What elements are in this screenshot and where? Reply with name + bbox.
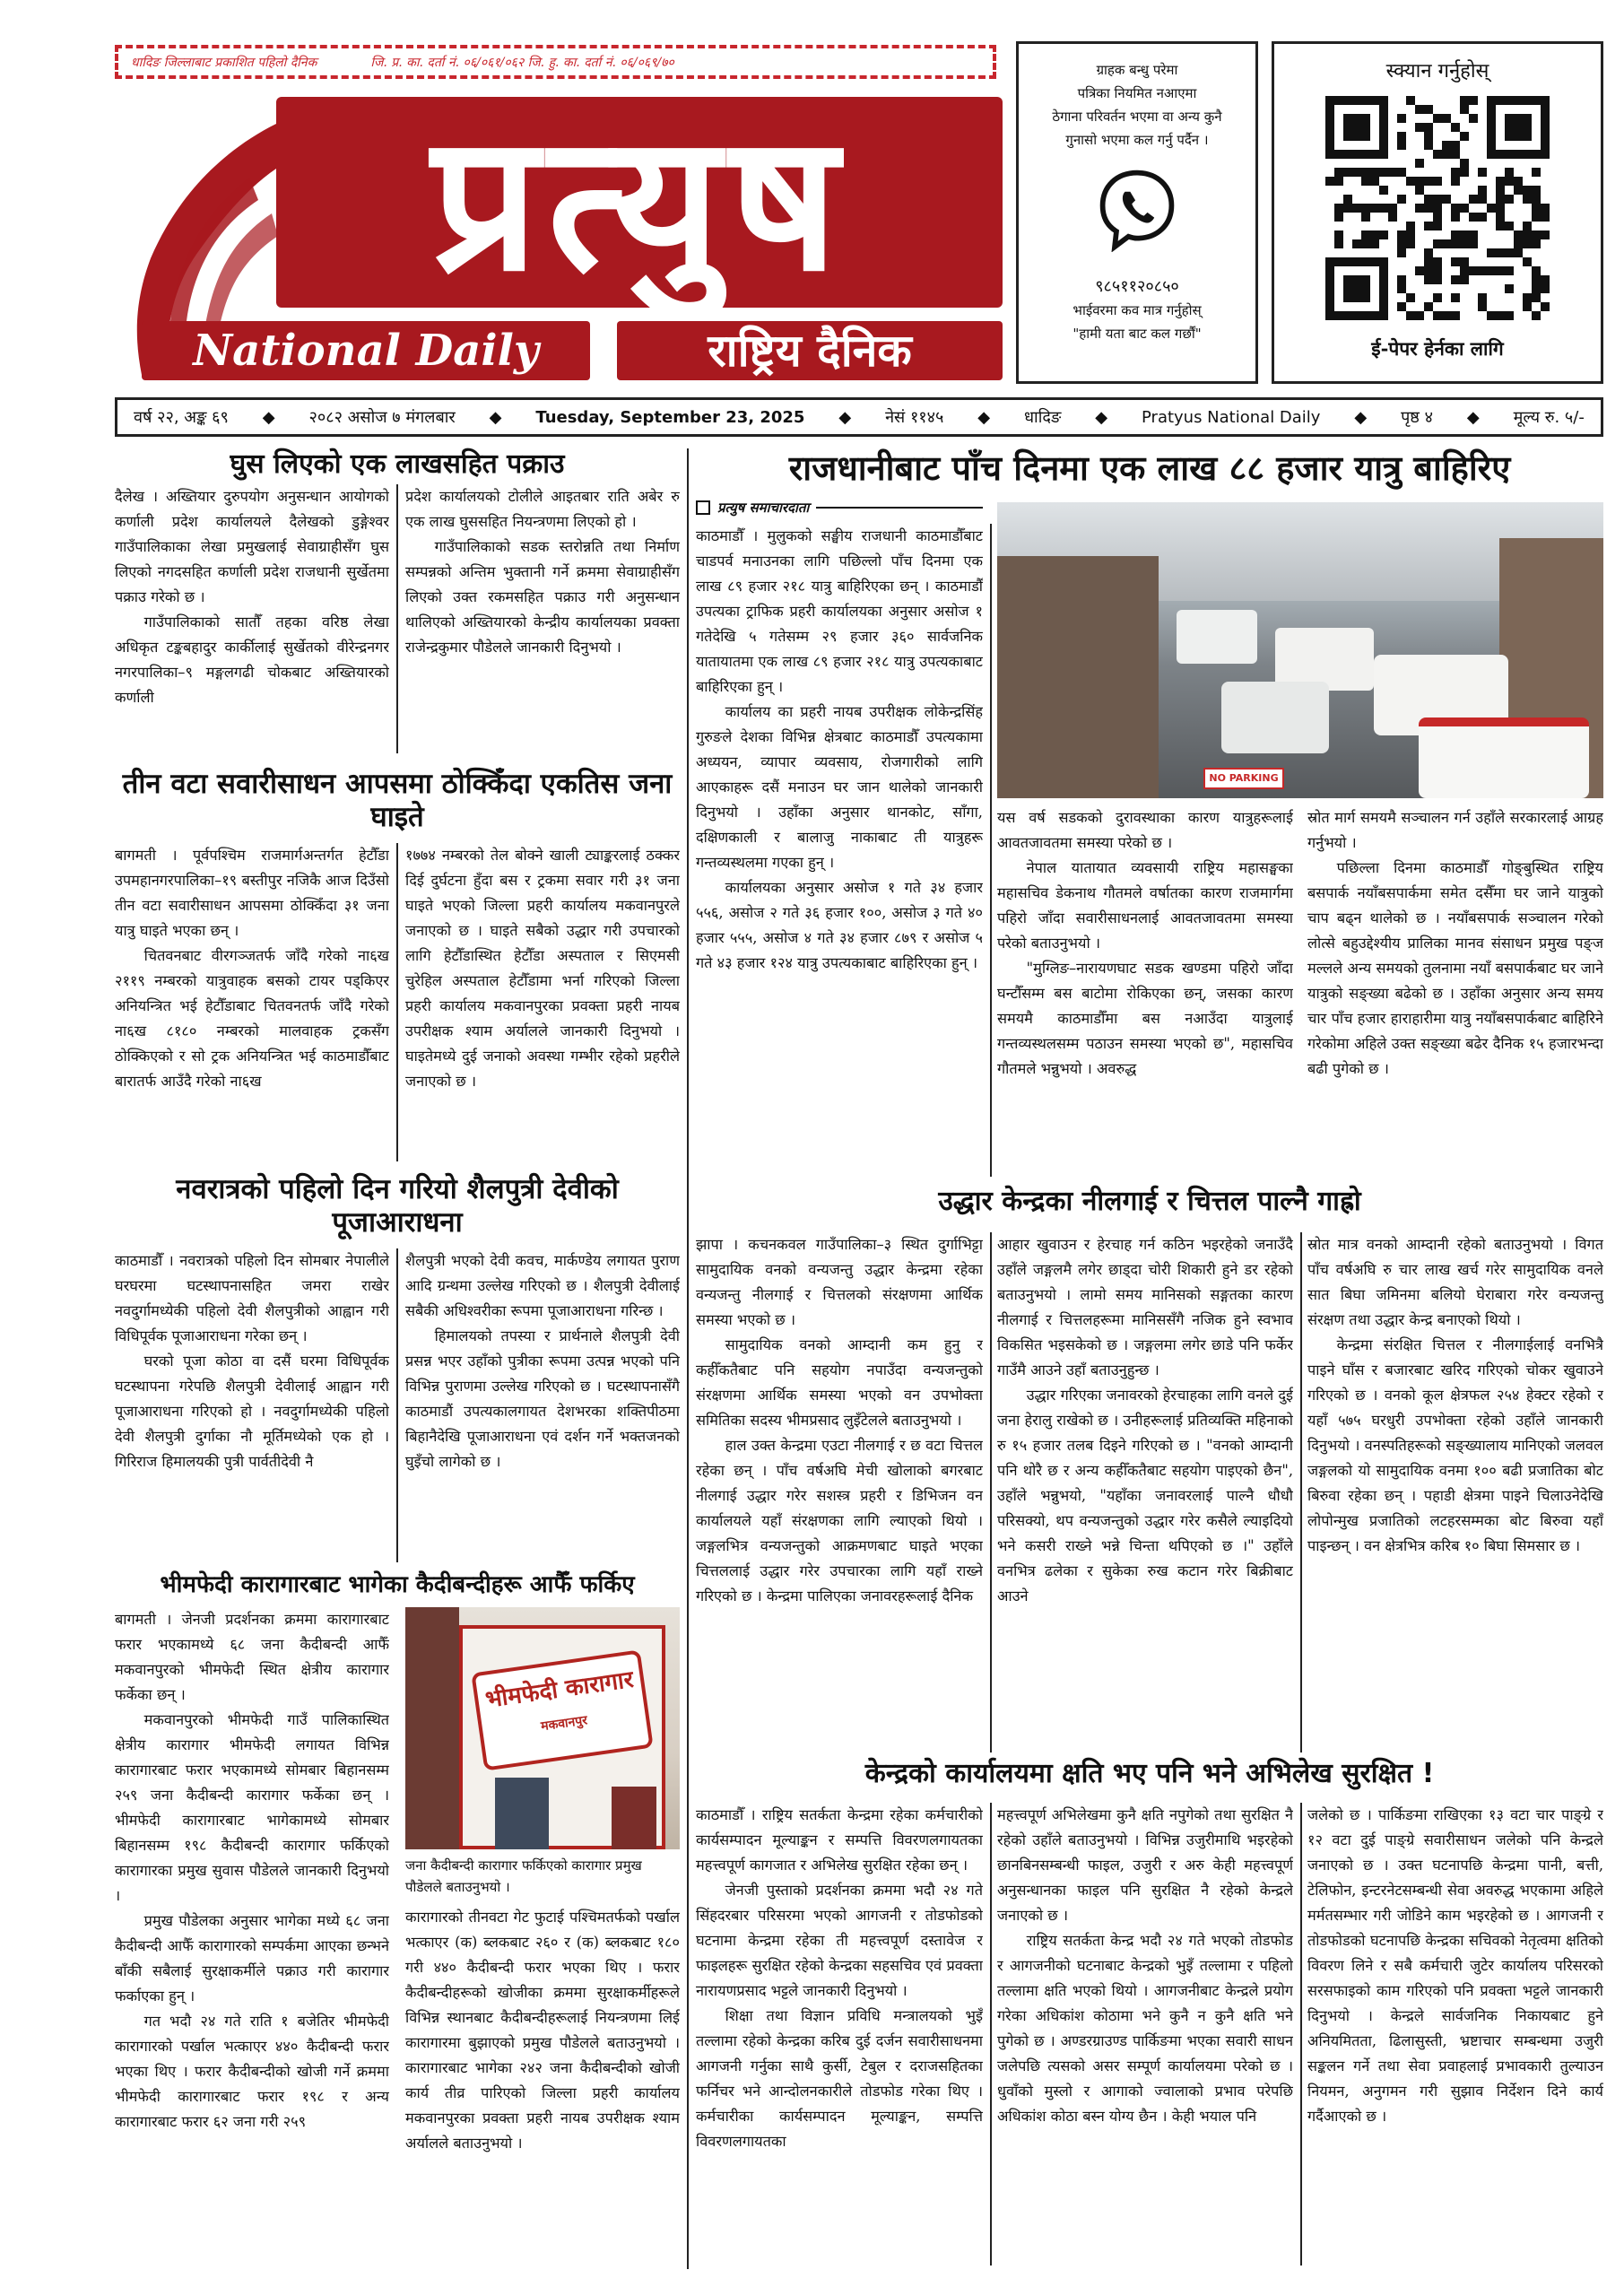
article-paragraph: केन्द्रमा संरक्षित चित्तल र नीलगाईलाई वनभित्रै पाइने घाँस र बजारबाट खरिद गरिएको चोकर खुवाउने गरिएको छ । वनको कूल क्षेत्रफल २५४ हेक्टर रहेको र यहाँ ५७५ घरधुरी उपभोक्ता रहेको उहाँले जानकारी दिनुभयो । वनस्पतिहरूको सङ्ख्यालाय मानिएको जलवल जङ्गलको यो सामुदायिक वनमा १०० बढी प्रजातिका बोट बिरुवा रहेका छन् । पहाडी क्षेत्रमा पाइने चिलाउनेदेखि लोपोन्मुख प्रजातिको लटहरसम्मका बोट बिरुवा यहाँ पाइन्छन् । वन क्षेत्रभित्र करिब १० बिघा सिमसार छ ।: [1307, 1336, 1603, 1555]
article-body: [115, 1607, 389, 2262]
dateline-bar: [115, 397, 1603, 437]
qr-scan-label: स्क्यान गर्नुहोस्: [1385, 60, 1489, 83]
article-headline: तीन वटा सवारीसाधन आपसमा ठोक्किँदा एकतिस जना घाइते: [122, 768, 673, 833]
article-paragraph: कारागारको तीनवटा गेट फुटाई पश्चिमतर्फको पर्खाल भत्काएर (क) ब्लकबाट २६० र (क) ब्लकबाट १८० गरी ४४० कैदीबन्दी फरार भएका थिए । फरार कैदीबन्दीहरूको खोजीका क्रममा सुरक्षाकर्मीहरूले विभिन्न स्थानबाट कैदीबन्दीहरूलाई नियन्त्रणमा लिई कारागारमा बुझाएको प्रमुख पौडेलले बताउनुभयो । कारागारबाट भागेका २४२ जना कैदीबन्दीको खोजी कार्य तीव्र पारिएको जिल्ला प्रहरी कार्यालय मकवानपुरका प्रवक्ता प्रहरी नायब उपरीक्षक श्याम अर्यालले बताउनुभयो ।: [405, 1909, 680, 2152]
viber-phone-icon: [1094, 166, 1180, 252]
qr-epaper-label: ई-पेपर हेर्नका लागि: [1371, 337, 1504, 360]
article-paragraph: काठमाडौँ । मुलुकको सङ्घीय राजधानी काठमाडौँबाट चाडपर्व मनाउनका लागि पछिल्लो पाँच दिनमा एक लाख ८९ हजार २१८ यात्रु बाहिरिएका छन् । काठमाडौँ उपत्यका ट्राफिक प्रहरी कार्यालयका अनुसार असोज १ गतेदेखि ५ गतेसम्म २९ हजार ३६० सार्वजनिक यातायातमा एक लाख ८९ हजार २१८ यात्रु उपत्यकाबाट बाहिरिएका हुन् ।: [696, 527, 983, 696]
article-body: [115, 484, 389, 753]
article-body: [1307, 805, 1603, 1177]
contact-line: गुनासो भएमा कल गर्नु पर्दैन ।: [1065, 132, 1209, 148]
masthead-national-daily: National Daily: [142, 321, 590, 380]
diamond-icon: ◆: [262, 407, 275, 427]
column-rule: [990, 1803, 992, 2266]
article-paragraph: झापा । कचनकवल गाउँपालिका–३ स्थित दुर्गाभिट्टा सामुदायिक वनको वन्यजन्तु उद्धार केन्द्रमा रहेका वन्यजन्तु नीलगाई र चित्तलको संरक्षणमा आर्थिक समस्या भएको छ ।: [696, 1236, 983, 1329]
article-headline: भीमफेदी कारागारबाट भागेका कैदीबन्दीहरू आफैँ फर्किए: [160, 1571, 635, 1598]
dateline-place: धादिङ: [1023, 408, 1062, 427]
article-body: [696, 1803, 983, 2266]
article-body: [115, 1248, 389, 1562]
article-headline: राजधानीबाट पाँच दिनमा एक लाख ८८ हजार यात्रु बाहिरिए: [788, 448, 1511, 488]
article-paragraph: प्रमुख पौडेलका अनुसार भागेका मध्ये ६८ जना कैदीबन्दी आफैँ कारागारको सम्पर्कमा आएका छन्भने बाँकी सबैलाई सुरक्षाकर्मीले पक्राउ गरी कारागार फर्काएका हुन् ।: [115, 1912, 389, 2005]
article-paragraph: कार्यालयका अनुसार असोज १ गते ३४ हजार ५५६, असोज २ गते ३६ हजार १००, असोज ३ गते ४० हजार ५५५, असोज ४ गते ३४ हजार ८७९ र असोज ५ गते ४३ हजार १२४ यात्रु उपत्यकाबाट बाहिरिएका हुन् ।: [696, 879, 983, 972]
diamond-icon: ◆: [1466, 407, 1480, 427]
masthead-registration: जि. प्र. का. दर्ता नं. ०६/०६१/०६२ जि. हु. का. दर्ता नं. ०६/०६९/७०: [370, 55, 674, 70]
article-paragraph: बागमती । पूर्वपश्चिम राजमार्गअन्तर्गत हेटौँडा उपमहानगरपालिका–१९ बस्तीपुर नजिकै आज दिउँसो तीन वटा सवारीसाधन आपसमा ठोक्किँदा ३१ जना यात्रु घाइते भएका छन् ।: [115, 847, 389, 940]
diamond-icon: ◆: [1095, 407, 1108, 427]
article-paragraph: गत भदौ २४ गते राति १ बजेतिर भीमफेदी कारागारको पर्खाल भत्काएर ४४० कैदीबन्दी फरार भएका थिए । फरार कैदीबन्दीको खोजी गर्ने क्रममा भीमफेदी कारागारबाट फरार १९८ र अन्य कारागारबाट फरार ६२ जना गरी २५९: [115, 2013, 389, 2131]
prison-photo: [405, 1607, 680, 1849]
byline-text: प्रत्युष समाचारदाता: [717, 500, 810, 516]
article-paragraph: नेपाल यातायात व्यवसायी राष्ट्रिय महासङ्घका महासचिव डेकनाथ गौतमले वर्षातका कारण राजमार्गमा पहिरो जाँदा सवारीसाधनलाई आवतजावतमा समस्या परेको बताउनुभयो ।: [997, 859, 1293, 952]
masthead-topline: [115, 45, 996, 79]
article-body: [1307, 1232, 1603, 1752]
article-headline: केन्द्रको कार्यालयमा क्षति भए पनि भने अभिलेख सुरक्षित !: [864, 1758, 1435, 1789]
contact-line: पत्रिका नियमित नआएमा: [1077, 85, 1197, 101]
article-paragraph: दैलेख । अख्तियार दुरुपयोग अनुसन्धान आयोगको कर्णाली प्रदेश कार्यालयले दैलेखको डुङ्गेश्वर गाउँपालिकाका लेखा प्रमुखलाई सेवाग्राहीसँग घुस लिएको नगदसहित कर्णाली प्रदेश राजधानी सुर्खेतमा पक्राउ गरेको छ ।: [115, 488, 389, 606]
article-body: [1307, 1803, 1603, 2266]
dateline-volume: वर्ष २२, अङ्क ६९: [134, 408, 229, 427]
qr-code-icon[interactable]: [1325, 96, 1550, 320]
column-rule: [1300, 1803, 1302, 2266]
diamond-icon: ◆: [838, 407, 852, 427]
traffic-photo: [997, 502, 1603, 798]
article-paragraph: "मुग्लिङ–नारायणघाट सडक खण्डमा पहिरो जाँदा घन्टौँसम्म बस बाटोमा रोकिएका छन्, जसका कारण समयमै काठमाडौँमा बस नआउँदा यात्रुलाई गन्तव्यस्थलसम्म पठाउन समस्या भएको छ", महासचिव गौतमले भन्नुभयो । अवरुद्ध: [997, 960, 1293, 1078]
article-paragraph: बागमती । जेनजी प्रदर्शनका क्रममा कारागारबाट फरार भएकामध्ये ६८ जना कैदीबन्दी आफैँ मकवानपुरको भीमफेदी स्थित क्षेत्रीय कारागार फर्केका छन् ।: [115, 1611, 389, 1704]
dateline-nepali-date: २०८२ असोज ७ मंगलबार: [308, 408, 456, 427]
masthead-rastriya-dainik: राष्ट्रिय दैनिक: [617, 321, 1003, 380]
article-body: [405, 1905, 680, 2264]
article-paragraph: काठमाडौँ । नवरात्रको पहिलो दिन सोमबार नेपालीले घरघरमा घटस्थापनासहित जमरा राखेर नवदुर्गामध्येकी पहिलो देवी शैलपुत्रीको आह्वान गरी विधिपूर्वक पूजाआराधना गरेका छन् ।: [115, 1252, 389, 1345]
article-paragraph: गाउँपालिकाको सातौँ तहका वरिष्ठ लेखा अधिकृत टङ्कबहादुर कार्कीलाई सुर्खेतको वीरेन्द्रनगर नगरपालिका–९ मङ्गलगढी चोकबाट अख्तियारको कर्णाली: [115, 613, 389, 707]
article-paragraph: जेनजी पुस्ताको प्रदर्शनका क्रममा भदौ २४ गते सिंहदरबार परिसरमा भएको आगजनी र तोडफोडको घटनामा केन्द्रमा रहेका ती महत्त्वपूर्ण दस्तावेज र फाइलहरू सुरक्षित रहेको केन्द्रका सहसचिव एवं प्रवक्ता नारायणप्रसाद भट्टले जानकारी दिनुभयो ।: [696, 1882, 983, 2000]
article-paragraph: स्रोत मात्र वनको आम्दानी रहेको बताउनुभयो । विगत पाँच वर्षअघि रु चार लाख खर्च गरेर सामुदायिक वनले सात बिघा जमिनमा बलियो घेराबारा गरेर वन्यजन्तु संरक्षण तथा उद्धार केन्द्र बनाएको थियो ।: [1307, 1236, 1603, 1329]
article-paragraph: प्रदेश कार्यालयको टोलीले आइतबार राति अबेर रु एक लाख घुससहित नियन्त्रणमा लिएको हो ।: [405, 488, 680, 531]
contact-box: [1016, 41, 1258, 384]
diamond-icon: ◆: [1354, 407, 1368, 427]
dateline-issue: नेसं ११४५: [885, 408, 944, 427]
article-paragraph: शैलपुत्री भएको देवी कवच, मार्कण्डेय लगायत पुराण आदि ग्रन्थमा उल्लेख गरिएको छ । शैलपुत्री देवीलाई सबैकी अधिश्वरीका रूपमा पूजाआराधना गरिन्छ ।: [405, 1252, 680, 1320]
column-rule: [1300, 1232, 1302, 1752]
prison-photo-caption: जना कैदीबन्दी कारागार फर्किएको कारागार प्रमुख पौडेलले बताउनुभयो ।: [405, 1857, 642, 1895]
masthead-tagline: धादिङ जिल्लाबाट प्रकाशित पहिलो दैनिक: [131, 55, 317, 70]
contact-line: ठेगाना परिवर्तन भएमा वा अन्य कुनै: [1052, 109, 1222, 125]
article-body: [696, 1232, 983, 1752]
masthead-title: प्रत्युष: [276, 97, 1003, 308]
masthead-logo: [115, 91, 1003, 382]
article-paragraph: महत्त्वपूर्ण अभिलेखमा कुनै क्षति नपुगेको तथा सुरक्षित नै रहेको उहाँले बताउनुभयो । विभिन्न उजुरीमाथि भइरहेको छानबिनसम्बन्धी फाइल, उजुरी र अरु केही महत्त्वपूर्ण अनुसन्धानका फाइल पनि सुरक्षित नै रहेको केन्द्रले जनाएको छ ।: [997, 1806, 1293, 1925]
qr-box: [1272, 41, 1603, 384]
article-headline: घुस लिएको एक लाखसहित पक्राउ: [230, 448, 565, 480]
prison-sign-text: भीमफेदी कारागार: [483, 1665, 636, 1714]
contact-number: ९८५११२०८५०: [1095, 277, 1179, 296]
diamond-icon: ◆: [489, 407, 502, 427]
article-body: [696, 524, 983, 1177]
dateline-english-date: Tuesday, September 23, 2025: [535, 407, 805, 427]
article-paragraph: मकवानपुरको भीमफेदी गाउँ पालिकास्थित क्षेत्रीय कारागार भीमफेदी लगायत विभिन्न कारागारबाट फरार भएकामध्ये सोमबार बिहानसम्म २५९ जना कैदीबन्दी कारागार फर्केका छन् । भीमफेदी कारागारबाट भागेकामध्ये सोमबार बिहानसम्म १९८ कैदीबन्दी कारागार फर्किएको कारागारका प्रमुख सुवास पौडेलले जानकारी दिनुभयो ।: [115, 1711, 389, 1905]
dateline-price: मूल्य रु. ५/-: [1513, 408, 1585, 427]
article-body: [997, 1803, 1293, 2266]
article-paragraph: चितवनबाट वीरगञ्जतर्फ जाँदै गरेको ना६ख २११९ नम्बरको यात्रुवाहक बसको टायर पड्किएर अनियन्त्रित भई हेटौँडाबाट चितवनतर्फ जाँदै गरेको ना६ख ८१८० नम्बरको मालवाहक ट्रकसँग ठोक्किएको र सो ट्रक अनियन्त्रित भई काठमाडौँबाट बारातर्फ आउँदै गरेको ना६ख: [115, 947, 389, 1091]
article-body: [115, 843, 389, 1161]
column-rule: [396, 843, 398, 1161]
article-paragraph: राष्ट्रिय सतर्कता केन्द्र भदौ २४ गते भएको तोडफोड र आगजनीको घटनाबाट केन्द्रको भुइँ तल्लामा र पहिलो तल्लामा क्षति भएको थियो । आगजनीबाट केन्द्रले प्रयोग गरेका अधिकांश कोठामा भने कुनै न कुनै क्षति भने पुगेको छ । अण्डरग्राउण्ड पार्किङमा भएका सवारी साधन जलेपछि त्यसको असर सम्पूर्ण कार्यालयमा परेको छ । धुवाँको मुस्लो र आगाको ज्वालाको प्रभाव परेपछि अधिकांश कोठा बस्न योग्य छैन । केही भयाल पनि: [997, 1932, 1293, 2126]
article-paragraph: कार्यालय का प्रहरी नायब उपरीक्षक लोकेन्द्रसिंह गुरुङले देशका विभिन्न क्षेत्रबाट काठमाडौँ उपत्यकामा अध्ययन, व्यापार व्यवसाय, रोजगारीको लागि आएकाहरू दसैं मनाउन घर जान थालेको जानकारी दिनुभयो । उहाँका अनुसार थानकोट, साँगा, दक्षिणकाली र बालाजु नाकाबाट ती यात्रुहरू गन्तव्यस्थलमा गएका हुन् ।: [696, 703, 983, 872]
article-paragraph: काठमाडौँ । राष्ट्रिय सतर्कता केन्द्रमा रहेका कर्मचारीको कार्यसम्पादन मूल्याङ्कन र सम्पत्ति विवरणलगायतका महत्त्वपूर्ण कागजात र अभिलेख सुरक्षित रहेका छन् ।: [696, 1806, 983, 1874]
article-body: [405, 843, 680, 1161]
article-headline: उद्धार केन्द्रका नीलगाई र चित्तल पाल्नै गाह्रो: [938, 1186, 1361, 1217]
article-paragraph: आहार खुवाउन र हेरचाह गर्न कठिन भइरहेको जनाउँदै उहाँले जङ्गलमै लगेर छाड्दा चोरी शिकारी हुने डर रहेको बताउनुभयो । लामो समय मानिसको सङ्गतका कारण नीलगाई र चित्तलहरूमा मानिससँगै नजिक हुने स्वभाव विकसित भइसकेको छ । जङ्गलमा लगेर छाडे पनि फर्केर गाउँमै आउने उहाँ बताउनुहुन्छ ।: [997, 1236, 1293, 1379]
article-paragraph: जलेको छ । पार्किङमा राखिएका १३ वटा चार पाङ्ग्रे र १२ वटा दुई पाङ्ग्रे सवारीसाधन जलेको पनि केन्द्रले जनाएको छ । उक्त घटनापछि केन्द्रमा पानी, बत्ती, टेलिफोन, इन्टरनेटसम्बन्धी सेवा अवरुद्ध भएकामा अहिले मर्मतसम्भार गरी जोडिने काम भइरहेको छ । आगजनी र तोडफोडको घटनापछि केन्द्रका सचिवको नेतृत्वमा क्षतिको विवरण लिने र सबै कर्मचारी जुटेर कार्यालय परिसरको सरसफाइको काम गरिएको पनि प्रवक्ता भट्टले जानकारी दिनुभयो । केन्द्रले सार्वजनिक निकायबाट हुने अनियमितता, ढिलासुस्ती, भ्रष्टाचार सम्बन्धमा उजुरी सङ्कलन गर्ने तथा सेवा प्रवाहलाई प्रभावकारी तुल्याउन नियमन, अनुगमन गरी सुझाव निर्देशन दिने कार्य गर्दैआएको छ ।: [1307, 1806, 1603, 2126]
no-parking-sign: NO PARKING: [1203, 768, 1284, 789]
article-paragraph: शिक्षा तथा विज्ञान प्रविधि मन्त्रालयको भुइँ तल्लामा रहेको केन्द्रका करिब दुई दर्जन सवारीसाधनमा आगजनी गर्नुका साथै कुर्सी, टेबुल र दराजसहितका फर्निचर भने आन्दोलनकारीले तोडफोड गरेका थिए । कर्मचारीका कार्यसम्पादन मूल्याङ्कन, सम्पत्ति विवरणलगायतका: [696, 2007, 983, 2151]
article-paragraph: यस वर्ष सडकको दुरावस्थाका कारण यात्रुहरूलाई आवतजावतमा समस्या परेको छ ।: [997, 809, 1293, 852]
article-body: [997, 805, 1293, 1177]
contact-line: भाईवरमा कव मात्र गर्नुहोस्: [1073, 302, 1202, 318]
article-paragraph: हाल उक्त केन्द्रमा एउटा नीलगाई र छ वटा चित्तल रहेका छन् । पाँच वर्षअघि मेची खोलाको बगरबाट नीलगाई उद्धार गरेर सशस्त्र प्रहरी र डिभिजन वन कार्यालयले यहाँ संरक्षणका लागि ल्याएको थियो । जङ्गलभित्र वन्यजन्तुको आक्रमणबाट घाइते भएका चित्तललाई उद्धार गरेर उपचारका लागि यहाँ राख्ने गरिएको छ । केन्द्रमा पालिएका जनावरहरूलाई दैनिक: [696, 1437, 983, 1605]
contact-line: ग्राहक बन्धु परेमा: [1096, 62, 1178, 78]
column-rule: [990, 524, 992, 1177]
article-body: [405, 484, 680, 753]
column-rule: [990, 1232, 992, 1752]
contact-line: "हामी यता बाट कल गर्छौं": [1073, 326, 1202, 342]
checkbox-square-icon: [696, 500, 710, 515]
article-paragraph: पछिल्ला दिनमा काठमाडौँ गोङ्बुस्थित राष्ट्रिय बसपार्क नयाँबसपार्कमा समेत दसैँमा घर जाने यात्रुको चाप बढ्न थालेको छ । नयाँबसपार्क सञ्चालन गरेको लोत्से बहुउद्देश्यीय प्रालिका मानव संसाधन प्रमुख पङ्ज मल्लले अन्य समयको तुलनामा नयाँ बसपार्कबाट घर जाने यात्रुको सङ्ख्या बढेको छ । उहाँका अनुसार अन्य समय चार पाँच हजार हाराहारीमा यात्रु नयाँबसपार्कबाट बाहिरिने गरेकोमा अहिले उक्त सङ्ख्या बढेर दैनिक १५ हजारभन्दा बढी पुगेको छ ।: [1307, 859, 1603, 1078]
article-paragraph: गाउँपालिकाको सडक स्तरोन्नति तथा निर्माण सम्पन्नको अन्तिम भुक्तानी गर्ने क्रममा सेवाग्राहीसँग लिएको उक्त रकमसहित पक्राउ गरी अनुसन्धान थालिएको अख्तियारको केन्द्रीय कार्यालयका प्रवक्ता राजेन्द्रकुमार पौडेलले जानकारी दिनुभयो ।: [405, 538, 680, 657]
article-paragraph: हिमालयको तपस्या र प्रार्थनाले शैलपुत्री देवी प्रसन्न भएर उहाँको पुत्रीका रूपमा उत्पन्न भएको पनि विभिन्न पुराणमा उल्लेख गरिएको छ । घटस्थापनासँगै काठमाडौं उपत्यकालगायत देशभरका शक्तिपीठमा बिहानैदेखि पूजाआराधना एवं दर्शन गर्ने भक्तजनको घुइँचो लागेको छ ।: [405, 1327, 680, 1471]
column-rule: [687, 448, 689, 2269]
column-rule: [396, 1248, 398, 1562]
article-paragraph: १७७४ नम्बरको तेल बोक्ने खाली ट्याङ्करलाई ठक्कर दिई दुर्घटना हुँदा बस र ट्रकमा सवार गरी ३१ जना घाइते भएको जिल्ला प्रहरी कार्यालय मकवानपुरले जनाएको छ । घाइते सबैको उद्धार गरी उपचारको लागि हेटौँडास्थित हेटौँडा अस्पताल र सिएमसी चुरेहिल अस्पताल हेटौँडामा भर्ना गरिएको जिल्ला प्रहरी कार्यालय मकवानपुरका प्रवक्ता प्रहरी नायब उपरीक्षक श्याम अर्यालले जानकारी दिनुभयो । घाइतेमध्ये दुई जनाको अवस्था गम्भीर रहेको प्रहरीले जनाएको छ ।: [405, 847, 680, 1091]
article-paragraph: घरको पूजा कोठा वा दसैं घरमा विधिपूर्वक घटस्थापना गरेपछि शैलपुत्री देवीलाई आह्वान गरी पूजाआराधना गरिएको हो । नवदुर्गामध्येकी पहिलो देवी शैलपुत्री दुर्गाका नौ मूर्तिमध्येको एक हो । गिरिराज हिमालयकी पुत्री पार्वतीदेवी नै: [115, 1352, 389, 1471]
article-paragraph: उद्धार गरिएका जनावरको हेरचाहका लागि वनले दुई जना हेरालु राखेको छ । उनीहरूलाई प्रतिव्यक्ति महिनाको रु १५ हजार तलब दिइने गरिएको छ । "वनको आम्दानी पनि थोरै छ र अन्य कहीँकतैबाट सहयोग पाइएको छैन", उहाँले भन्नुभयो, "यहाँका जनावरलाई पाल्नै धौधौ परिसक्यो, थप वन्यजन्तुको उद्धार गरेर कसैले ल्याइदियो भने कसरी राख्ने भन्ने चिन्ता थपिएको छ ।" उहाँले वनभित्र ढलेका र सुकेका रुख कटान गरेर बिक्रीबाट आउने: [997, 1387, 1293, 1605]
column-rule: [396, 484, 398, 753]
article-body: [405, 1248, 680, 1562]
article-paragraph: सामुदायिक वनको आम्दानी कम हुनु र कहीँकतैबाट पनि सहयोग नपाउँदा वन्यजन्तुको संरक्षणमा आर्थिक समस्या भएको वन उपभोक्ता समितिका सदस्य भीमप्रसाद लुइँटेलले बताउनुभयो ।: [696, 1336, 983, 1430]
article-body: [997, 1232, 1293, 1752]
dateline-paper-name: Pratyus National Daily: [1142, 407, 1321, 427]
byline-rule: [816, 507, 983, 509]
article-paragraph: स्रोत मार्ग समयमै सञ्चालन गर्न उहाँले सरकारलाई आग्रह गर्नुभयो ।: [1307, 809, 1603, 852]
diamond-icon: ◆: [977, 407, 991, 427]
dateline-page: पृष्ठ ४: [1401, 408, 1433, 427]
article-byline: [696, 499, 983, 517]
article-headline: नवरात्रको पहिलो दिन गरियो शैलपुत्री देवीको पूजाआराधना: [176, 1173, 619, 1239]
prison-sign-subtext: मकवानपुर: [540, 1713, 588, 1735]
